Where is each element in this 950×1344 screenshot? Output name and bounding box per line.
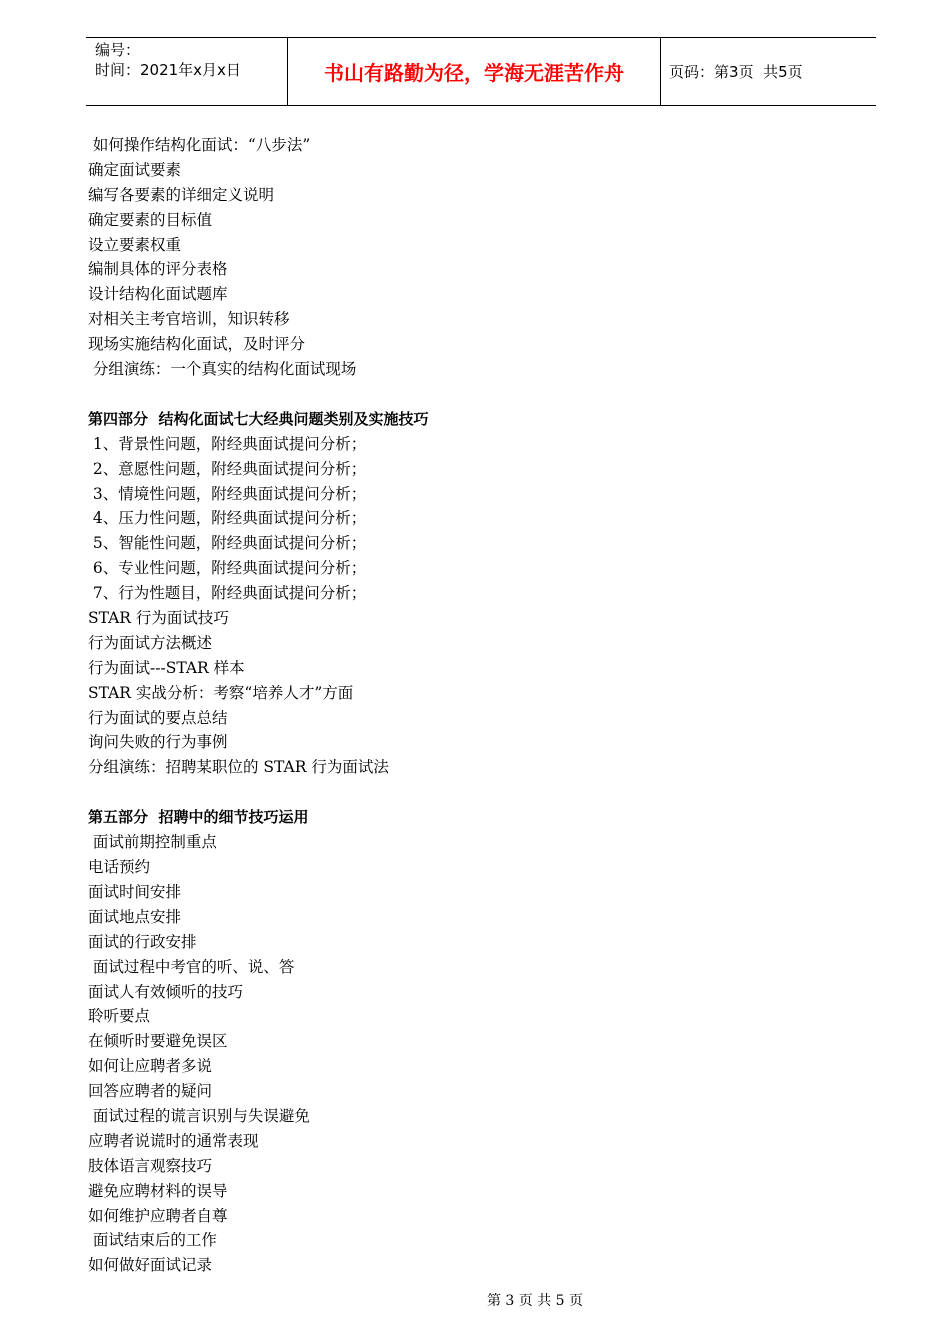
outline-item: 确定面试要素 bbox=[88, 160, 182, 179]
outline-item: 对相关主考官培训，知识转移 bbox=[88, 310, 290, 329]
outline-item: 行为面试方法概述 bbox=[88, 633, 213, 652]
outline-item: 1、背景性问题，附经典面试提问分析； bbox=[88, 434, 367, 453]
footer-page-text: 第 3 页 共 5 页 bbox=[486, 1293, 584, 1309]
outline-item: 确定要素的目标值 bbox=[88, 210, 213, 229]
outline-item: 询问失败的行为事例 bbox=[88, 733, 228, 752]
section-spacer bbox=[88, 382, 868, 407]
outline-item: 分组演练：招聘某职位的 STAR 行为面试法 bbox=[88, 758, 389, 777]
page-total: 5 bbox=[778, 62, 788, 81]
outline-item: 面试前期控制重点 bbox=[88, 833, 217, 852]
section-heading: 第五部分 招聘中的细节技巧运用 bbox=[88, 808, 309, 827]
header-number-label: 编号： bbox=[95, 41, 141, 59]
outline-item: 2、意愿性问题，附经典面试提问分析； bbox=[88, 459, 367, 478]
outline-item: STAR 实战分析：考察“培养人才”方面 bbox=[88, 683, 354, 702]
outline-item: STAR 行为面试技巧 bbox=[88, 609, 229, 628]
outline-item: 编制具体的评分表格 bbox=[88, 260, 228, 279]
outline-item: 电话预约 bbox=[88, 858, 151, 877]
header-meta bbox=[86, 38, 288, 105]
page-footer bbox=[0, 1290, 950, 1310]
outline-item: 如何让应聘者多说 bbox=[88, 1057, 213, 1076]
outline-item: 应聘者说谎时的通常表现 bbox=[88, 1131, 259, 1150]
outline-item: 面试过程中考官的听、说、答 bbox=[88, 957, 295, 976]
header-page-number bbox=[661, 38, 876, 105]
outline-item: 面试结束后的工作 bbox=[88, 1231, 217, 1250]
outline-item: 面试过程的谎言识别与失误避免 bbox=[88, 1106, 310, 1125]
document-body bbox=[88, 133, 868, 1278]
outline-item: 如何维护应聘者自尊 bbox=[88, 1206, 228, 1225]
outline-item: 5、智能性问题，附经典面试提问分析； bbox=[88, 534, 367, 553]
page-suffix: 页 bbox=[787, 63, 803, 81]
section-spacer bbox=[88, 780, 868, 805]
outline-item: 如何做好面试记录 bbox=[88, 1256, 213, 1275]
page-current: 3 bbox=[729, 62, 739, 81]
outline-item: 行为面试---STAR 样本 bbox=[88, 658, 245, 677]
page-prefix: 页码：第 bbox=[669, 63, 730, 81]
outline-item: 3、情境性问题，附经典面试提问分析； bbox=[88, 484, 367, 503]
outline-item: 肢体语言观察技巧 bbox=[88, 1156, 213, 1175]
header-motto: 书山有路勤为径，学海无涯苦作舟 bbox=[288, 38, 661, 105]
outline-item: 面试地点安排 bbox=[88, 907, 182, 926]
outline-item: 在倾听时要避免误区 bbox=[88, 1032, 228, 1051]
section-heading: 第四部分 结构化面试七大经典问题类别及实施技巧 bbox=[88, 409, 429, 428]
outline-item: 面试的行政安排 bbox=[88, 932, 197, 951]
outline-item: 设立要素权重 bbox=[88, 235, 182, 254]
outline-item: 设计结构化面试题库 bbox=[88, 285, 228, 304]
outline-item: 聆听要点 bbox=[88, 1007, 151, 1026]
outline-item: 如何操作结构化面试：“八步法” bbox=[88, 136, 311, 154]
outline-item: 回答应聘者的疑问 bbox=[88, 1082, 213, 1101]
outline-item: 避免应聘材料的误导 bbox=[88, 1181, 228, 1200]
outline-item: 6、专业性问题，附经典面试提问分析； bbox=[88, 559, 367, 578]
page-header bbox=[86, 37, 876, 106]
outline-item: 现场实施结构化面试，及时评分 bbox=[88, 335, 306, 354]
outline-item: 7、行为性题目，附经典面试提问分析； bbox=[88, 584, 367, 603]
outline-item: 面试人有效倾听的技巧 bbox=[88, 982, 244, 1001]
outline-item: 分组演练：一个真实的结构化面试现场 bbox=[88, 360, 357, 379]
outline-item: 行为面试的要点总结 bbox=[88, 708, 228, 727]
outline-item: 编写各要素的详细定义说明 bbox=[88, 185, 275, 204]
outline-item: 4、压力性问题，附经典面试提问分析； bbox=[88, 509, 367, 528]
page-mid: 页 共 bbox=[738, 63, 779, 81]
outline-item: 面试时间安排 bbox=[88, 882, 182, 901]
header-time-label: 时间：2021年x月x日 bbox=[95, 61, 241, 79]
